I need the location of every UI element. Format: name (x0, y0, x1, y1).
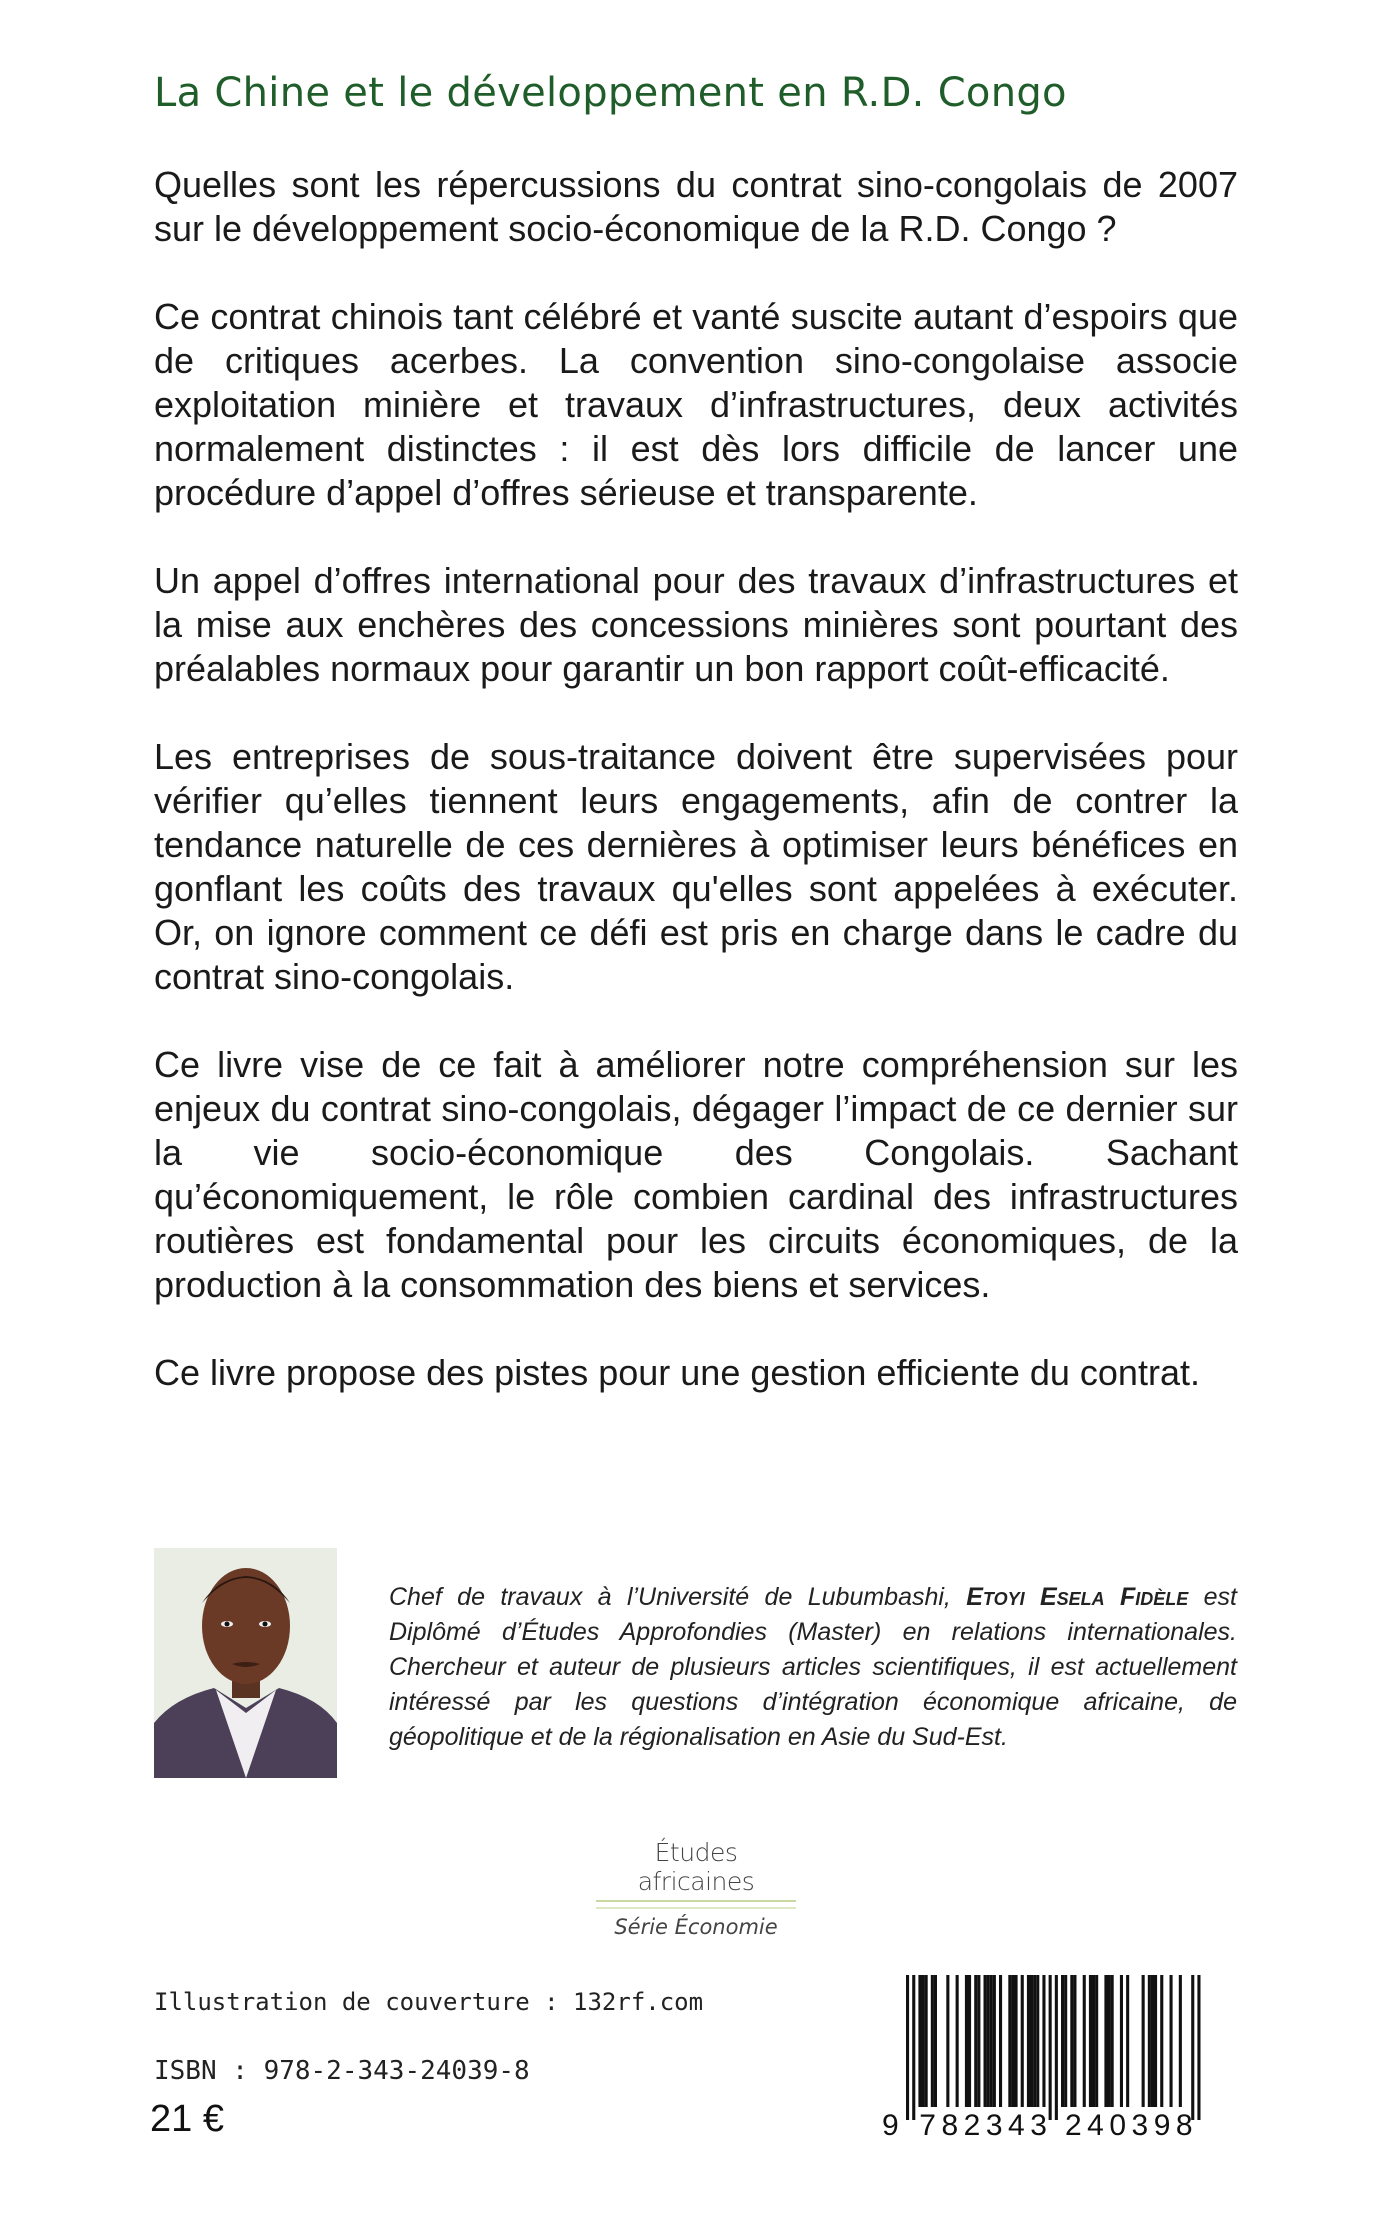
isbn-barcode (872, 1975, 1242, 2145)
blurb-paragraph: Les entreprises de sous-traitance doivent être supervisées pour vérifier qu’elles tiennent leurs engagements, afin de contrer la tendance naturelle de ces dernières à optimiser leurs bénéfices en gonflant les coûts des travaux qu'elles sont appelées à exécuter. Or, on ignore comment ce défi est pris en charge dans le cadre du contrat sino-congolais. (154, 736, 1238, 997)
barcode-bar (1064, 1975, 1067, 2107)
barcode-bar (1108, 1975, 1111, 2107)
barcode-bar (1154, 1975, 1157, 2107)
barcode-bar (1104, 1975, 1107, 2107)
barcode-bar (1033, 1975, 1036, 2107)
barcode-bar (918, 1975, 921, 2107)
book-title: La Chine et le développement en R.D. Congo (154, 70, 1067, 116)
barcode-bar (987, 1975, 990, 2107)
barcode-bar (1126, 1975, 1129, 2107)
bio-text: Chef de travaux à l’Université de Lubumbashi, (389, 1583, 967, 1611)
isbn: ISBN : 978-2-343-24039-8 (154, 2056, 530, 2086)
subseries-name: Série Économie (614, 1915, 778, 1939)
barcode-bar (977, 1975, 980, 2107)
series-divider (596, 1900, 796, 1909)
barcode-bar (993, 1975, 996, 2107)
author-bio (389, 1580, 1237, 1755)
barcode-bar (965, 1975, 968, 2107)
barcode-bar (1042, 1975, 1045, 2107)
barcode-bar (946, 1975, 949, 2107)
series-name: Études africaines (637, 1838, 755, 1896)
barcode-bar (1170, 1975, 1173, 2107)
blurb-paragraph: Un appel d’offres international pour des travaux d’infrastructures et la mise aux enchères des concessions minières sont pourtant des préalables normaux pour garantir un bon rapport coût-efficacité. (154, 560, 1238, 689)
cover-illustration-credit: Illustration de couverture : 132rf.com (154, 1988, 704, 2016)
barcode-bar (1148, 1975, 1151, 2107)
barcode-bar (1197, 1975, 1200, 2120)
barcode-bar (1070, 1975, 1073, 2107)
barcode-bar (1011, 1975, 1014, 2107)
barcode-bar (1049, 1975, 1052, 2120)
blurb-paragraph: Ce livre propose des pistes pour une gestion efficiente du contrat. (154, 1352, 1200, 1393)
author-photo (154, 1548, 337, 1778)
barcode-bar (974, 1975, 977, 2107)
barcode-bar (931, 1975, 934, 2107)
barcode-bar (1073, 1975, 1076, 2107)
barcode-bar (1092, 1975, 1095, 2107)
barcode-bar (912, 1975, 915, 2120)
barcode-bar (1179, 1975, 1182, 2107)
barcode-digits: 782343 (919, 2109, 1053, 2142)
barcode-bar (925, 1975, 928, 2107)
barcode-bar (1008, 1975, 1011, 2107)
barcode-bar (956, 1975, 959, 2107)
series-logo (596, 1838, 796, 1939)
barcode-bar (906, 1975, 909, 2120)
barcode-bar (1061, 1975, 1064, 2107)
barcode-bar (1089, 1975, 1092, 2107)
barcode-bar (1030, 1975, 1033, 2107)
barcode-bar (934, 1975, 937, 2107)
barcode-bar (999, 1975, 1002, 2107)
barcode-bar (922, 1975, 925, 2107)
blurb-paragraph: Ce contrat chinois tant célébré et vanté suscite autant d’espoirs que de critiques acerbes. La convention sino-congolaise associe exploitation minière et travaux d’infrastructures, deux activités normalement distinctes : il est dès lors difficile de lancer une procédure d’appel d’offres sérieuse et transparente. (154, 296, 1238, 513)
barcode-bar (1095, 1975, 1098, 2107)
barcode-bar (1021, 1975, 1024, 2107)
back-cover-blurb (154, 163, 1238, 1439)
bio-text: est Diplômé d’Études Approfondies (Master) en relations internationales. Chercheur et auteur de plusieurs articles scientifiques, il est actuellement intéressé par les questions d’intégration économique africaine, de géopolitique et de la régionalisation en Asie du Sud-Est. (389, 1583, 1238, 1751)
barcode-bar (1111, 1975, 1114, 2107)
blurb-paragraph: Ce livre vise de ce fait à améliorer notre compréhension sur les enjeux du contrat sino-congolais, dégager l’impact de ce dernier sur la vie socio-économique des Congolais. Sachant qu’économiquement, le rôle combien cardinal des infrastructures routières est fondamental pour les circuits économiques, de la production à la consommation des biens et services. (154, 1044, 1238, 1305)
barcode-bar (1036, 1975, 1039, 2107)
barcode-bar (1160, 1975, 1163, 2107)
barcode-digits: 9 (882, 2109, 905, 2142)
barcode-bar (1027, 1975, 1030, 2107)
price: 21 € (150, 2098, 224, 2140)
author-name: Etoyi Esela Fidèle (966, 1583, 1189, 1611)
barcode-bar (968, 1975, 971, 2107)
barcode-bar (1191, 1975, 1194, 2120)
barcode-bar (990, 1975, 993, 2107)
blurb-paragraph: Quelles sont les répercussions du contrat sino-congolais de 2007 sur le développement socio-économique de la R.D. Congo ? (154, 164, 1238, 249)
barcode-bar (1055, 1975, 1058, 2120)
barcode-bar (1015, 1975, 1018, 2107)
barcode-bar (1142, 1975, 1145, 2107)
barcode-bar (1083, 1975, 1086, 2107)
barcode-bar (984, 1975, 987, 2107)
barcode-digits: 240398 (1065, 2109, 1199, 2142)
barcode-bar (1120, 1975, 1123, 2107)
barcode-bar (1151, 1975, 1154, 2107)
